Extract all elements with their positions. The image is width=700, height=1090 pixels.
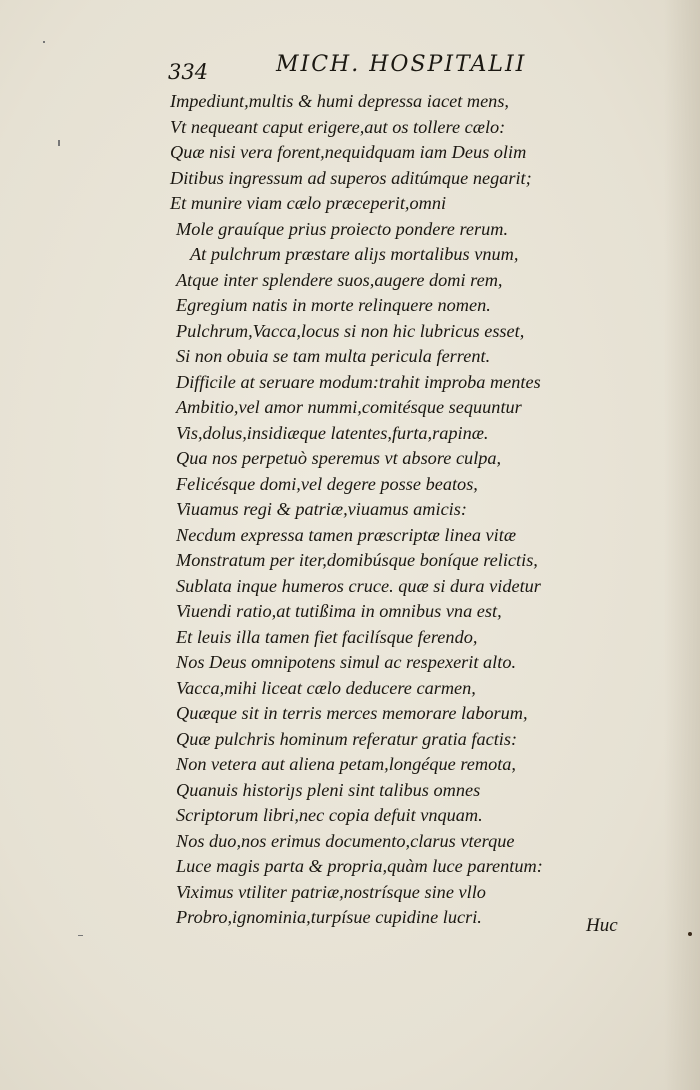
ink-speck xyxy=(43,41,45,43)
ink-speck xyxy=(58,140,60,146)
verse-line: Nos duo,nos erimus documento,clarus vterque xyxy=(176,830,515,851)
verse-line: Necdum expressa tamen præscriptæ linea vitæ xyxy=(176,524,517,545)
verse-line: Vis,dolus,insidiæque latentes,furta,rapinæ. xyxy=(176,422,489,443)
verse-line: Scriptorum libri,nec copia defuit vnquam. xyxy=(176,805,483,825)
verse-line: Viuendi ratio,at tutißima in omnibus vna est, xyxy=(176,601,502,621)
verse-line: Luce magis parta & propria,quàm luce parentum: xyxy=(176,856,543,876)
verse-line: Quæ nisi vera forent,nequidquam iam Deus olim xyxy=(170,142,527,162)
verse-line: Difficile at seruare modum:trahit improba mentes xyxy=(176,371,541,392)
verse-line: Mole grauíque prius proiecto pondere rerum. xyxy=(176,218,509,239)
verse-line: Et leuis illa tamen fiet facilísque ferendo, xyxy=(176,626,478,647)
verse-line: Quæque sit in terris merces memorare laborum, xyxy=(176,703,528,723)
verse-line: Si non obuia se tam multa pericula ferrent. xyxy=(176,346,491,366)
verse-line: Monstratum per iter,domibúsque boníque relictis, xyxy=(176,550,538,570)
page-header xyxy=(168,52,548,84)
verse-line: Vacca,mihi liceat cælo deducere carmen, xyxy=(176,677,476,698)
verse-line: Vt nequeant caput erigere,aut os tollere cælo: xyxy=(170,116,506,137)
verse-line: Pulchrum,Vacca,locus si non hic lubricus esset, xyxy=(176,320,525,341)
verse-line: At pulchrum præstare aliȷs mortalibus vnum, xyxy=(190,244,519,264)
verse-line: Quanuis historiȷs pleni sint talibus omnes xyxy=(176,779,481,800)
verse-line: Quæ pulchris hominum referatur gratia factis: xyxy=(176,728,518,749)
verse-line: Impediunt,multis & humi depressa iacet mens, xyxy=(170,91,510,111)
running-head: MICH. HOSPITALII xyxy=(276,52,527,77)
verse-line: Viuamus regi & patriæ,viuamus amicis: xyxy=(176,499,467,519)
verse-line: Ambitio,vel amor nummi,comitésque sequuntur xyxy=(176,397,522,417)
verse-block xyxy=(170,89,630,931)
verse-line: Atque inter splendere suos,augere domi rem, xyxy=(176,269,503,290)
verse-line: Et munire viam cælo præceperit,omni xyxy=(170,193,447,213)
verse-line: Qua nos perpetuò speremus vt absore culpa, xyxy=(176,448,502,468)
verse-line: Non vetera aut aliena petam,longéque remota, xyxy=(176,754,516,774)
ink-speck xyxy=(688,932,692,936)
verse-line: Nos Deus omnipotens simul ac respexerit alto. xyxy=(176,652,517,672)
verse-line: Sublata inque humeros cruce. quæ si dura videtur xyxy=(176,575,541,596)
show-through-shadow xyxy=(664,0,700,1090)
verse-line: Felicésque domi,vel degere posse beatos, xyxy=(176,473,478,494)
verse-line: Ditibus ingressum ad superos aditúmque negarit; xyxy=(170,167,532,188)
verse-line: Viximus vtiliter patriæ,nostrísque sine vllo xyxy=(176,881,486,902)
ink-speck xyxy=(78,935,83,936)
page-number: 334 xyxy=(168,60,209,84)
verse-line: Egregium natis in morte relinquere nomen. xyxy=(176,295,491,315)
catchword: Huc xyxy=(586,915,618,936)
verse-line: Probro,ignominia,turpísue cupidine lucri. xyxy=(176,907,482,927)
